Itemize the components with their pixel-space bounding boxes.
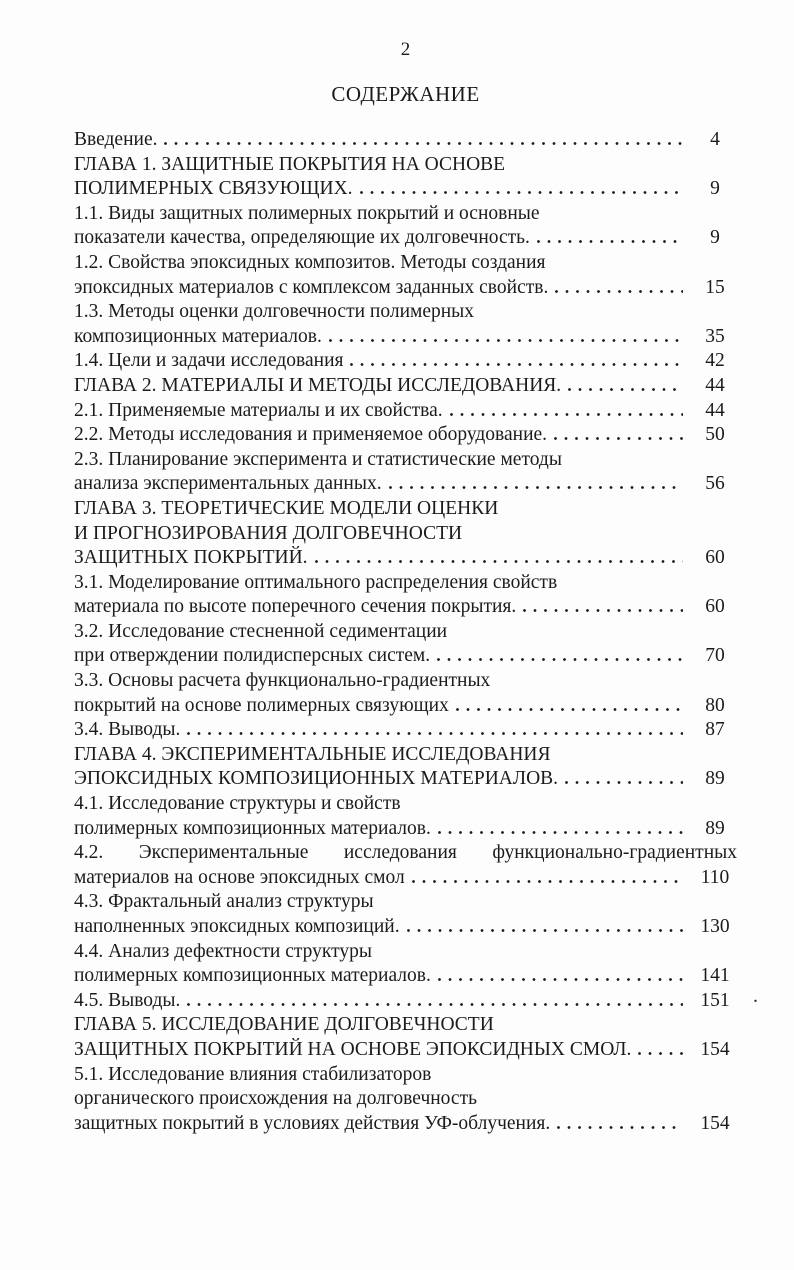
toc-entry-text: полимерных композиционных материалов. [74,965,431,987]
toc-page-number: 60 [705,547,725,569]
toc-entry-text: 4.3. Фрактальный анализ структуры [74,891,374,913]
toc-page-number: 15 [705,276,725,298]
dot-leader [164,142,683,145]
toc-entry-text: ЗАЩИТНЫХ ПОКРЫТИЙ НА ОСНОВЕ ЭПОКСИДНЫХ СМОЛ. [74,1038,632,1060]
toc-entry-text: органического происхождения на долговечность [74,1088,477,1110]
toc-entry-text: наполненных эпоксидных композиций. [74,916,400,937]
toc-entry-text: 2.3. Планирование эксперимента и статистические методы [74,448,562,470]
toc-line [74,400,737,425]
toc-line [74,572,737,597]
stray-ink-dot: . [753,985,758,1007]
toc-line [74,941,737,966]
table-of-contents [74,129,737,1137]
toc-line [74,449,737,474]
page-number: 2 [400,39,411,60]
dot-leader [565,781,683,784]
dot-leader [456,708,683,711]
toc-line [74,473,737,498]
toc-line [74,793,737,818]
dot-leader [187,1003,683,1006]
dot-leader [555,290,683,293]
dot-leader [389,486,683,489]
toc-line [74,375,737,400]
toc-entry-text: 1.3. Методы оценки долговечности полимерных [74,301,475,323]
toc-line [74,842,737,867]
toc-page-number: 89 [705,768,725,790]
toc-line [74,645,737,670]
toc-line [74,523,737,548]
toc-line [74,1088,737,1113]
toc-entry-text: Введение. [74,129,158,150]
toc-entry-text: ГЛАВА 3. ТЕОРЕТИЧЕСКИЕ МОДЕЛИ ОЦЕНКИ [74,497,499,519]
toc-line [74,154,737,179]
toc-page-number: 110 [700,866,730,888]
toc-page-number: 50 [705,424,725,446]
dot-leader [187,732,683,735]
toc-line [74,744,737,769]
dot-leader [350,363,683,366]
toc-entry-text: материала по высоте поперечного сечения покрытия. [74,596,517,618]
toc-entry-text: ГЛАВА 2. МАТЕРИАЛЫ И МЕТОДЫ ИССЛЕДОВАНИЯ. [74,374,562,396]
toc-line [74,818,737,843]
toc-entry-text: показатели качества, определяющие их долговечность. [74,227,530,249]
dot-leader [438,978,683,981]
dot-leader [554,437,683,440]
toc-entry-text: 3.1. Моделирование оптимального распределения свойств [74,571,558,593]
toc-line [74,252,737,277]
toc-page-number: 87 [705,719,725,741]
toc-page-number: 60 [705,596,725,618]
toc-line [74,277,737,302]
dot-leader [407,929,683,932]
dot-leader [557,1126,683,1129]
toc-entry-text: 2.1. Применяемые материалы и их свойства. [74,399,443,421]
toc-line [74,1039,737,1064]
toc-page-number: 44 [705,374,725,396]
toc-page-number: 154 [700,1038,730,1060]
toc-line [74,719,737,744]
dot-leader [537,240,683,243]
toc-line [74,891,737,916]
toc-line [74,1014,737,1039]
toc-entry-text: 3.4. Выводы. [74,719,181,741]
toc-line [74,498,737,523]
toc-line [74,350,737,375]
toc-line [74,326,737,351]
toc-entry-text: ЗАЩИТНЫХ ПОКРЫТИЙ. [74,547,308,569]
toc-entry-text: 4.4. Анализ дефектности структуры [74,940,372,962]
toc-page-number: 44 [705,399,725,421]
toc-entry-text: ГЛАВА 1. ЗАЩИТНЫЕ ПОКРЫТИЯ НА ОСНОВЕ [74,153,506,175]
toc-page-number: 80 [705,694,725,716]
toc-line [74,1113,737,1138]
toc-page-number: 35 [705,325,725,347]
dot-leader [437,658,683,661]
toc-line [74,227,737,252]
toc-page-number: 70 [705,645,725,667]
toc-entry-text: материалов на основе эпоксидных смол [74,866,405,888]
toc-line [74,990,737,1015]
toc-entry-text: ПОЛИМЕРНЫХ СВЯЗУЮЩИХ. [74,178,353,200]
toc-line [74,129,737,154]
toc-page-number: 130 [700,916,730,937]
toc-entry-text: ГЛАВА 5. ИССЛЕДОВАНИЕ ДОЛГОВЕЧНОСТИ [74,1014,494,1036]
toc-entry-text: 2.2. Методы исследования и применяемое оборудование. [74,424,548,446]
toc-entry-text: 5.1. Исследование влияния стабилизаторов [74,1063,432,1085]
toc-line [74,1064,737,1089]
dot-leader [412,880,683,883]
toc-entry-text: анализа экспериментальных данных. [74,473,382,495]
toc-entry-text: покрытий на основе полимерных связующих [74,694,449,716]
toc-line [74,596,737,621]
toc-entry-text: 4.5. Выводы. [74,989,181,1011]
toc-entry-text: 4.1. Исследование структуры и свойств [74,793,401,815]
dot-leader [568,388,683,391]
dot-leader [329,339,683,342]
toc-line [74,203,737,228]
toc-entry-text: 3.2. Исследование стесненной седиментации [74,620,448,642]
toc-line [74,916,737,941]
toc-page-number: 4 [710,129,720,150]
toc-line [74,768,737,793]
page-title: СОДЕРЖАНИЕ [331,82,480,106]
toc-entry-text: ЭПОКСИДНЫХ КОМПОЗИЦИОННЫХ МАТЕРИАЛОВ. [74,768,559,790]
dot-leader [523,609,683,612]
toc-entry-text: 3.3. Основы расчета функционально-градиентных [74,670,491,692]
toc-line [74,695,737,720]
toc-page-number: 42 [705,350,725,372]
toc-entry-text: ГЛАВА 4. ЭКСПЕРИМЕНТАЛЬНЫЕ ИССЛЕДОВАНИЯ [74,743,551,765]
dot-leader [450,413,683,416]
toc-entry-text: И ПРОГНОЗИРОВАНИЯ ДОЛГОВЕЧНОСТИ [74,522,463,544]
toc-line [74,424,737,449]
toc-page-number: 154 [700,1112,730,1134]
toc-entry-text: защитных покрытий в условиях действия УФ-облучения. [74,1112,551,1134]
toc-entry-text: 1.2. Свойства эпоксидных композитов. Методы создания [74,251,546,273]
toc-page-number: 151 [700,989,730,1011]
toc-entry-text: при отверждении полидисперсных систем. [74,645,431,667]
toc-page-number: 56 [705,473,725,495]
dot-leader [438,831,683,834]
toc-entry-text: 4.2. Экспериментальные исследования функционально-градиентных [74,842,737,864]
toc-page-number: 9 [710,227,720,249]
toc-line [74,547,737,572]
toc-line [74,670,737,695]
toc-line [74,965,737,990]
toc-page-number: 9 [710,178,720,200]
toc-line [74,178,737,203]
dot-leader [360,191,683,194]
dot-leader [638,1052,683,1055]
toc-line [74,867,737,892]
toc-entry-text: 1.1. Виды защитных полимерных покрытий и основные [74,202,540,224]
toc-entry-text: композиционных материалов. [74,325,322,347]
toc-line [74,621,737,646]
toc-line [74,301,737,326]
toc-page-number: 141 [700,965,730,987]
dot-leader [315,560,683,563]
toc-entry-text: полимерных композиционных материалов. [74,817,431,839]
toc-entry-text: 1.4. Цели и задачи исследования [74,350,344,372]
toc-page-number: 89 [705,817,725,839]
toc-entry-text: эпоксидных материалов с комплексом заданных свойств. [74,276,549,298]
